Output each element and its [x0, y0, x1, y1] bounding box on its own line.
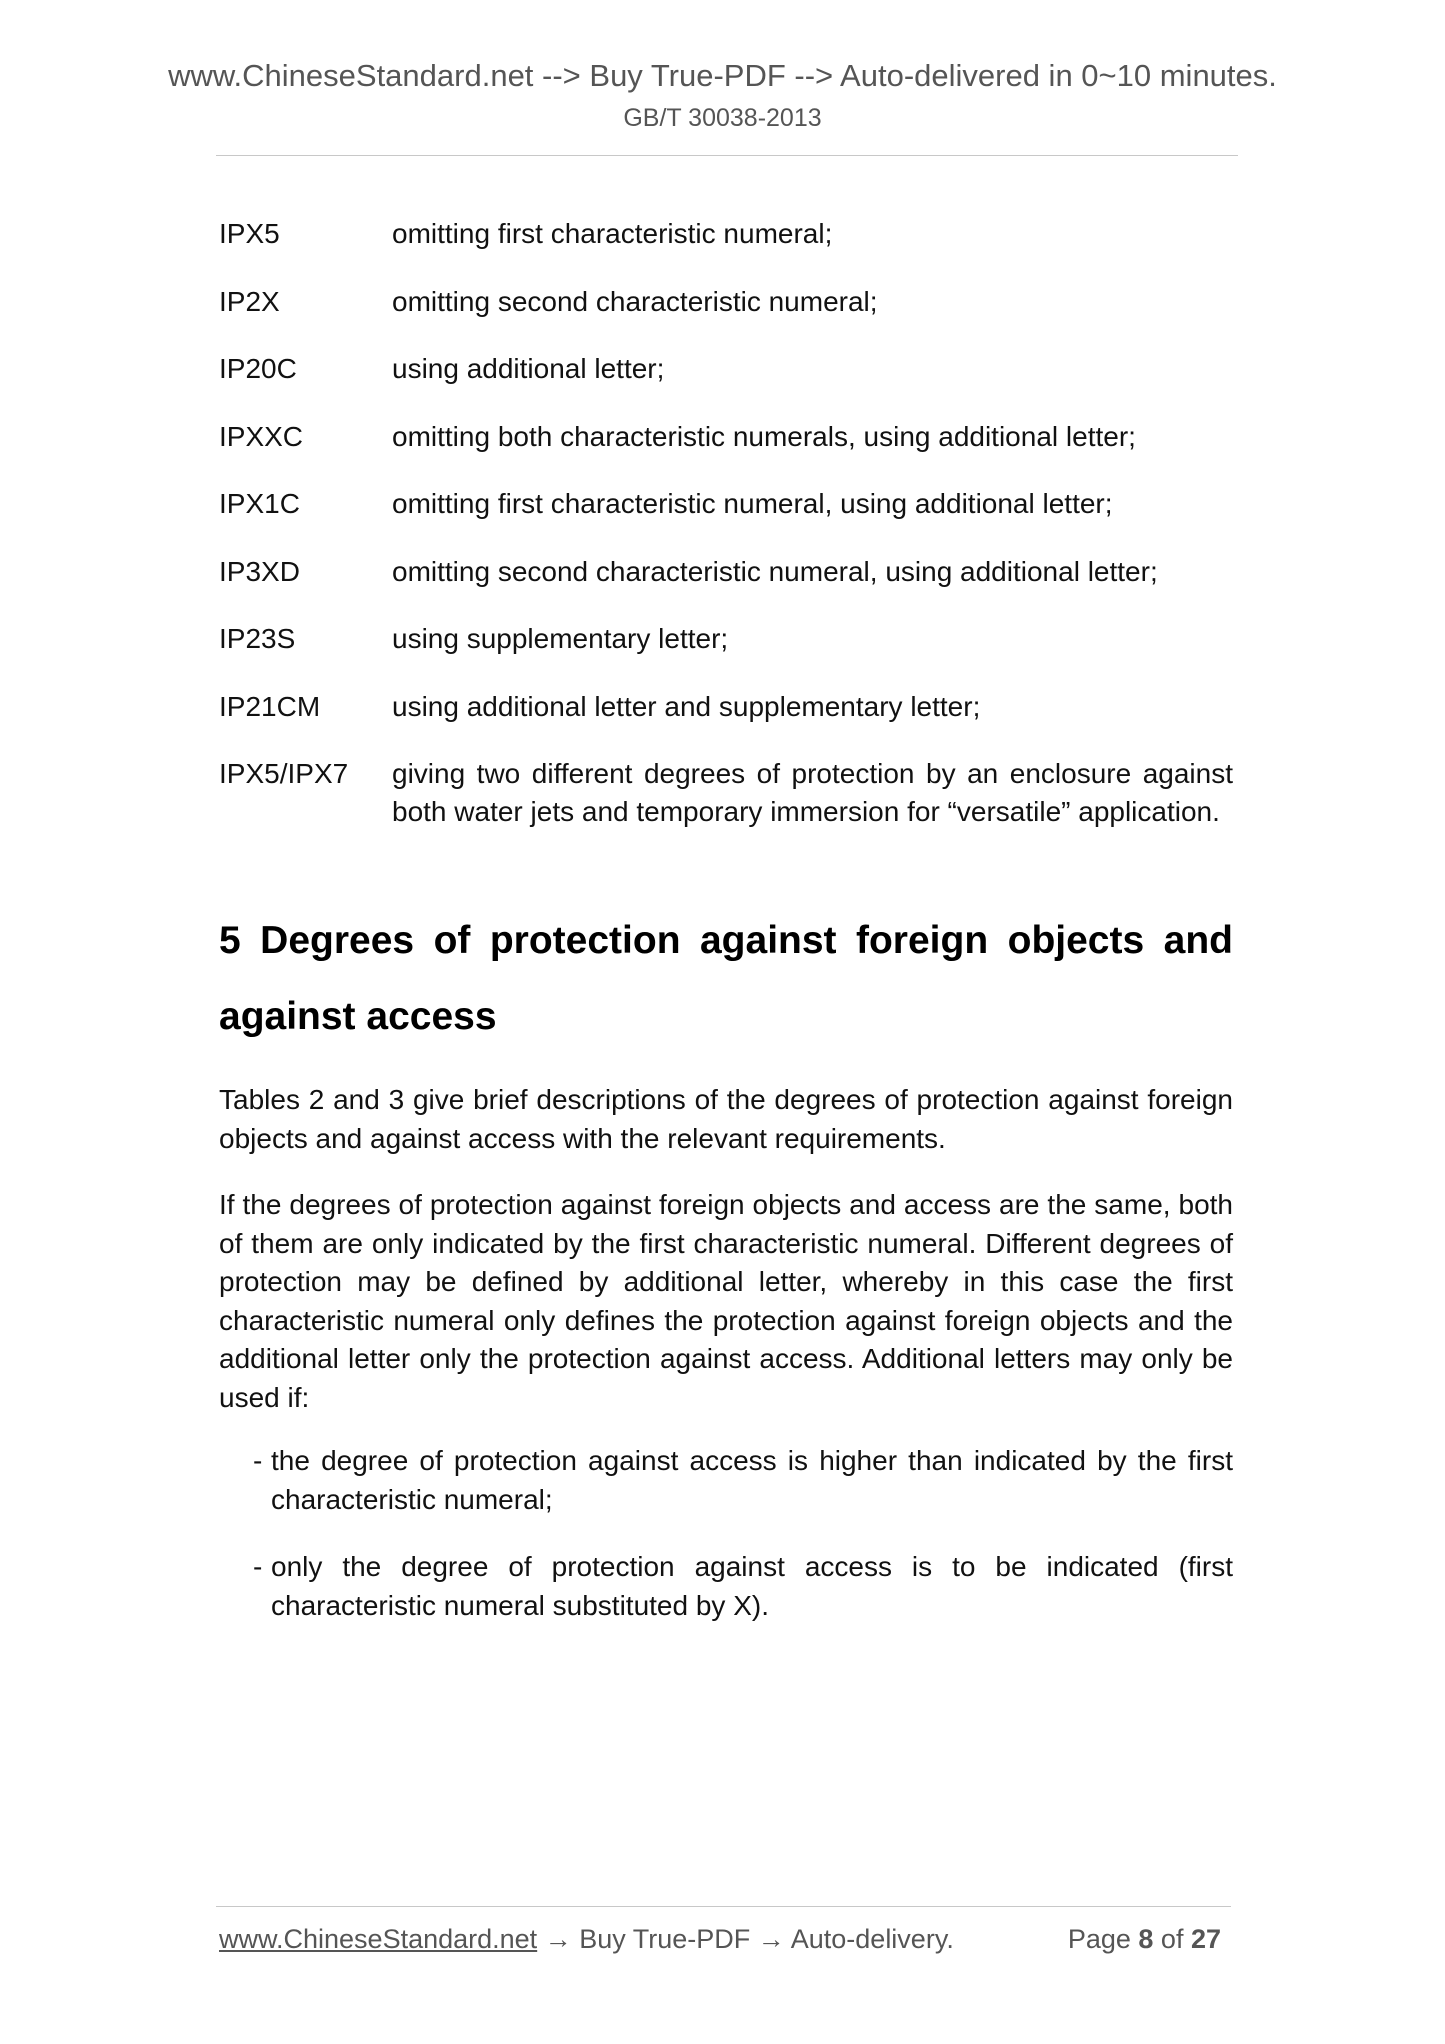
ip-code-description: using additional letter and supplementary letter; [392, 690, 981, 722]
bullet-marker: - [253, 1551, 263, 1582]
condition-list [219, 1442, 1233, 1654]
page-of-label: of [1153, 1924, 1191, 1954]
standard-code: GB/T 30038-2013 [623, 104, 822, 132]
body-paragraph: Tables 2 and 3 give brief descriptions of the degrees of protection against foreign objects and against access with the relevant requirements. [219, 1084, 1233, 1154]
ip-code: IPXXC [219, 420, 304, 452]
footer-promo [219, 1924, 954, 1955]
ip-code-list [219, 215, 1233, 831]
header-banner: www.ChineseStandard.net --> Buy True-PDF --> Auto-delivered in 0~10 minutes. [168, 58, 1277, 93]
site-link[interactable]: www.ChineseStandard.net [219, 1924, 538, 1954]
footer-divider [216, 1906, 1231, 1907]
page-label: Page [1067, 1924, 1139, 1954]
bullet-marker: - [253, 1445, 263, 1476]
ip-code-description: using additional letter; [392, 353, 665, 384]
total-pages: 27 [1190, 1924, 1221, 1954]
ip-code-description: giving two different degrees of protection by an enclosure against both water jets and temporary immersion for “versatile” application. [392, 758, 1233, 827]
ip-code: IP2X [219, 285, 280, 317]
ip-code-row [219, 283, 1233, 351]
list-item [219, 1548, 1233, 1625]
ip-code-description: omitting first characteristic numeral, using additional letter; [392, 488, 1113, 519]
ip-code-row [219, 485, 1233, 553]
ip-code: IP23S [219, 623, 296, 654]
ip-code-description: omitting second characteristic numeral, using additional letter; [392, 555, 1158, 587]
ip-code: IPX1C [219, 488, 300, 519]
ip-code-row [219, 215, 1233, 283]
ip-code: IP3XD [219, 555, 300, 587]
ip-code-row [219, 553, 1233, 621]
list-item [219, 1442, 1233, 1519]
section-heading: 5 Degrees of protection against foreign objects and against access [219, 919, 1233, 1038]
ip-code-description: omitting both characteristic numerals, using additional letter; [392, 420, 1136, 452]
current-page: 8 [1138, 1924, 1154, 1954]
ip-code-row [219, 688, 1233, 756]
ip-code: IP21CM [219, 690, 321, 722]
ip-code-row [219, 620, 1233, 688]
ip-code-description: using supplementary letter; [392, 623, 729, 654]
ip-code-description: omitting second characteristic numeral; [392, 285, 878, 317]
ip-code-row [219, 755, 1233, 831]
page-number [1068, 1924, 1221, 1955]
ip-code-row [219, 418, 1233, 486]
ip-code-description: omitting first characteristic numeral; [392, 218, 833, 249]
list-item-text: only the degree of protection against access is to be indicated (first characteristic numeral substituted by X). [271, 1551, 1233, 1621]
footer-tagline: → Buy True-PDF → Auto-delivery. [537, 1924, 954, 1954]
list-item-text: the degree of protection against access is higher than indicated by the first characteristic numeral; [271, 1445, 1233, 1515]
ip-code: IPX5 [219, 218, 280, 249]
body-paragraph: If the degrees of protection against foreign objects and access are the same, both of them are only indicated by the first characteristic numeral. Different degrees of protection may be defined by additional letter, whereby in this case the first characteristic numeral only defines the protection against foreign objects and the additional letter only the protection against access. Additional letters may only be used if: [219, 1189, 1233, 1413]
header-divider [216, 155, 1238, 156]
ip-code: IP20C [219, 353, 297, 384]
ip-code-row [219, 350, 1233, 418]
ip-code: IPX5/IPX7 [219, 758, 349, 789]
